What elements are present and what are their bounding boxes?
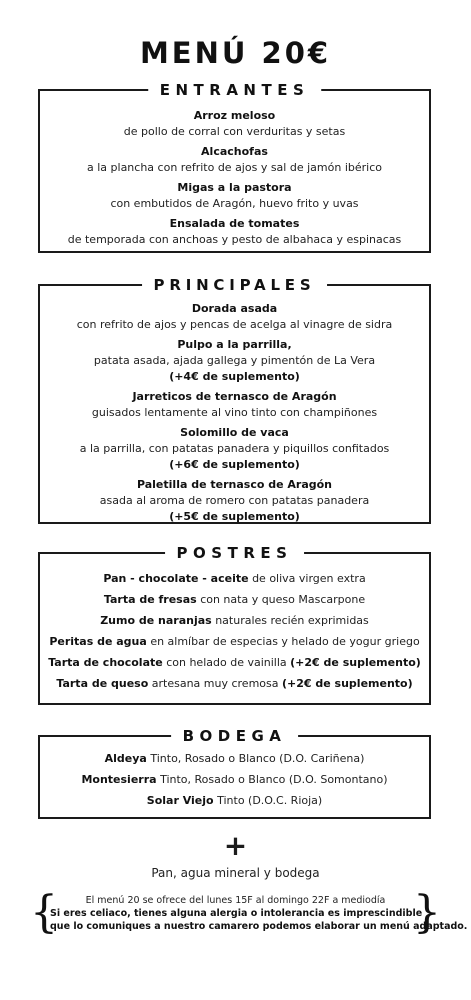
principales-heading: PRINCIPALES <box>142 274 328 296</box>
wine-item <box>40 769 429 790</box>
menu-item <box>40 610 429 631</box>
brace-close: } <box>413 887 441 938</box>
dish-name: Arroz meloso <box>193 109 276 122</box>
plus-sign: + <box>223 829 248 862</box>
menu-item <box>40 389 429 421</box>
dessert-name: Pan - chocolate - aceite <box>103 572 249 585</box>
dish-name: Ensalada de tomates <box>169 217 300 230</box>
dish-description: de pollo de corral con verduritas y setas <box>123 125 346 138</box>
bodega-heading: BODEGA <box>171 725 299 747</box>
supplement-label: (+5€ de suplemento) <box>169 510 300 523</box>
entrantes-section <box>38 81 431 253</box>
menu-item <box>40 301 429 333</box>
wine-item <box>40 790 429 811</box>
dish-description: con refrito de ajos y pencas de acelga al vinagre de sidra <box>76 318 393 331</box>
dish-name: Alcachofas <box>201 145 268 158</box>
menu-item <box>40 216 429 248</box>
supplement-label: (+6€ de suplemento) <box>169 458 300 471</box>
supplement-label: (+2€ de suplemento) <box>282 677 413 690</box>
wine-item <box>40 748 429 769</box>
wine-name: Aldeya <box>104 752 147 765</box>
dish-name: Migas a la pastora <box>177 181 292 194</box>
principales-section <box>38 276 431 524</box>
menu-item <box>40 180 429 212</box>
notice-line-allergy: Si eres celiaco, tienes alguna alergia o intolerancia es imprescindible <box>50 908 423 919</box>
dessert-name: Tarta de chocolate <box>48 656 163 669</box>
dish-name: Pulpo a la parrilla, <box>177 338 292 351</box>
dish-description: a la parrilla, con patatas panadera y piquillos confitados <box>79 442 390 455</box>
dish-description: patata asada, ajada gallega y pimentón de La Vera <box>93 354 376 367</box>
dish-description: guisados lentamente al vino tinto con champiñones <box>91 406 378 419</box>
menu-item <box>40 589 429 610</box>
notice-line-dates: El menú 20 se ofrece del lunes 15F al domingo 22F a mediodía <box>85 895 386 906</box>
dessert-description: naturales recién exprimidas <box>215 614 369 627</box>
included-extras: Pan, agua mineral y bodega <box>151 866 320 880</box>
dish-name: Paletilla de ternasco de Aragón <box>136 478 333 491</box>
menu-item <box>40 477 429 525</box>
menu-item <box>40 652 429 673</box>
supplement-label: (+2€ de suplemento) <box>290 656 421 669</box>
dessert-name: Tarta de queso <box>56 677 149 690</box>
postres-section <box>38 544 431 705</box>
wine-name: Montesierra <box>81 773 157 786</box>
menu-item <box>40 337 429 385</box>
bodega-section <box>38 727 431 819</box>
dessert-description: con nata y queso Mascarpone <box>200 593 366 606</box>
menu-item <box>40 108 429 140</box>
menu-title: MENÚ 20€ <box>139 36 332 70</box>
menu-item <box>40 631 429 652</box>
dish-description: de temporada con anchoas y pesto de albahaca y espinacas <box>67 233 402 246</box>
dish-description: asada al aroma de romero con patatas panadera <box>99 494 370 507</box>
dessert-description: artesana muy cremosa <box>151 677 279 690</box>
menu-item <box>40 568 429 589</box>
dish-description: con embutidos de Aragón, huevo frito y uvas <box>110 197 359 210</box>
notice-line-waiter: que lo comuniques a nuestro camarero podemos elaborar un menú adaptado. <box>50 921 468 932</box>
dish-name: Jarreticos de ternasco de Aragón <box>132 390 337 403</box>
wine-description: Tinto, Rosado o Blanco (D.O. Cariñena) <box>150 752 365 765</box>
dish-description: a la plancha con refrito de ajos y sal de jamón ibérico <box>87 161 382 174</box>
allergy-notice <box>30 887 468 938</box>
dessert-description: de oliva virgen extra <box>252 572 366 585</box>
supplement-label: (+4€ de suplemento) <box>169 370 300 383</box>
wine-name: Solar Viejo <box>146 794 214 807</box>
dessert-name: Tarta de fresas <box>103 593 197 606</box>
dish-name: Dorada asada <box>191 302 278 315</box>
menu-item <box>40 144 429 176</box>
dessert-description: con helado de vainilla <box>166 656 287 669</box>
entrantes-heading: ENTRANTES <box>148 79 322 101</box>
dessert-name: Peritas de agua <box>49 635 147 648</box>
menu-item <box>40 673 429 694</box>
dish-name: Solomillo de vaca <box>180 426 289 439</box>
dessert-name: Zumo de naranjas <box>100 614 212 627</box>
dessert-description: en almíbar de especias y helado de yogur griego <box>150 635 420 648</box>
wine-description: Tinto, Rosado o Blanco (D.O. Somontano) <box>160 773 388 786</box>
menu-item <box>40 425 429 473</box>
postres-heading: POSTRES <box>165 542 305 564</box>
brace-open: { <box>30 887 58 938</box>
wine-description: Tinto (D.O.C. Rioja) <box>217 794 323 807</box>
